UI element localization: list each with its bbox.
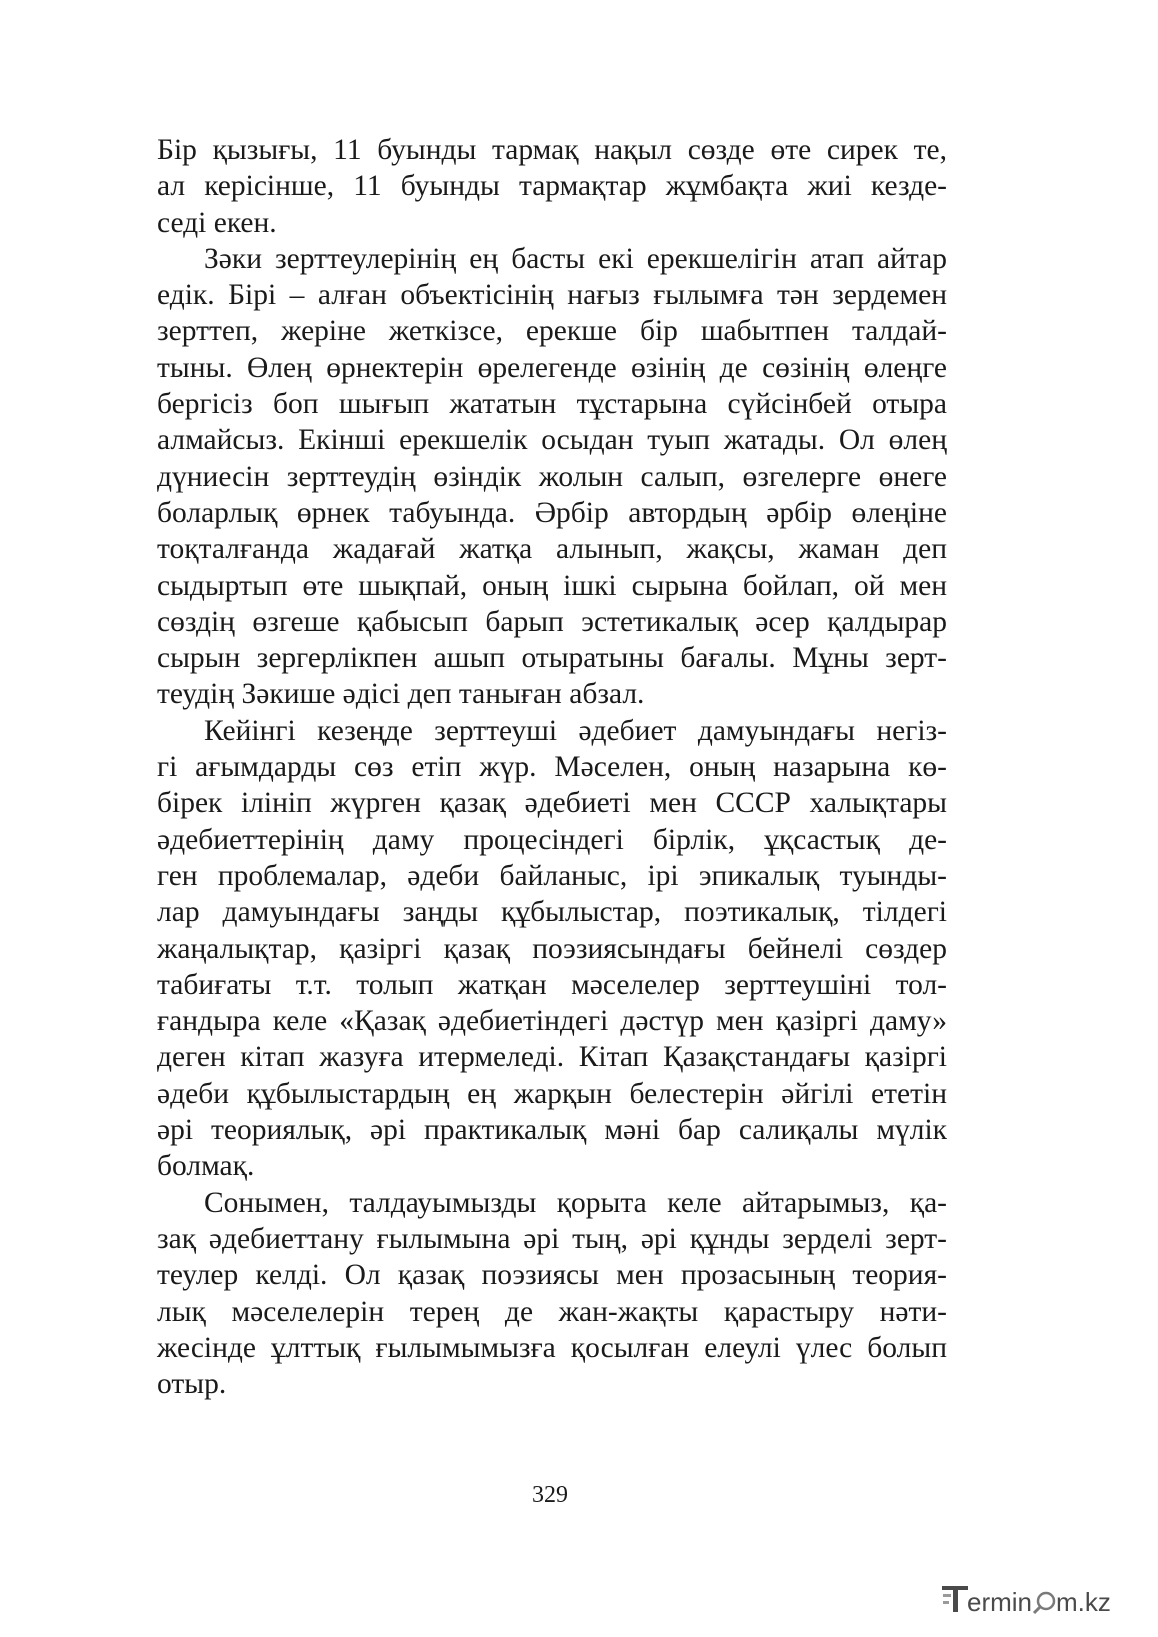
body-text [157, 132, 947, 1402]
text-line: седі екен. [157, 206, 277, 239]
paragraph [157, 132, 947, 241]
text-line: ал керісінше, 11 буынды тармақтар жұмбақта жиі кезде- [157, 170, 947, 203]
magnifier-icon [1034, 1593, 1054, 1613]
text-line: дүниесін зерттеудің өзіндік жолын салып, өзгелерге өнеге [157, 460, 947, 493]
termincom-logo[interactable] [942, 1580, 1142, 1620]
text-line: бергісіз боп шығып жататын тұстарына сүйсінбей отыра [157, 388, 947, 421]
text-line: зерттеп, жеріне жеткізсе, ерекше бір шабытпен талдай- [157, 315, 947, 348]
text-line: әдеби құбылыстардың ең жарқын белестерін әйгілі ететін [157, 1077, 947, 1110]
logo-text-main: ermin [967, 1587, 1033, 1617]
text-line: табиғаты т.т. толып жатқан мәселелер зерттеушіні тол- [157, 968, 947, 1001]
text-line: Зәки зерттеулерінің ең басты екі ерекшелігін атап айтар [204, 242, 947, 275]
text-line: жесінде ұлттық ғылымымызға қосылған елеулі үлес болып [157, 1331, 947, 1364]
text-line: әдебиеттерінің даму процесіндегі бірлік, ұқсастық де- [157, 823, 947, 856]
text-line: теудің Зәкише әдісі деп таныған абзал. [157, 678, 645, 711]
text-line: Сонымен, талдауымызды қорыта келе айтарымыз, қа- [204, 1186, 947, 1219]
logo-text-domain: m.kz [1056, 1587, 1111, 1617]
text-line: отыр. [157, 1368, 227, 1401]
text-line: Бір қызығы, 11 буынды тармақ нақыл сөзде өте сирек те, [157, 134, 947, 166]
paragraph [157, 1185, 947, 1403]
paragraph [157, 713, 947, 1185]
text-line: сөздің өзгеше қабысып барып эстетикалық әсер қалдырар [157, 605, 947, 638]
text-line: зақ әдебиеттану ғылымына әрі тың, әрі құнды зерделі зерт- [157, 1222, 947, 1255]
page-number: 329 [532, 1482, 568, 1508]
text-line: бірек ілініп жүрген қазақ әдебиеті мен СССР халықтары [157, 787, 947, 820]
text-line: боларлық өрнек табуында. Әрбір автордың әрбір өлеңіне [157, 496, 947, 529]
paragraph [157, 241, 947, 713]
text-line: әрі теориялық, әрі практикалық мәні бар салиқалы мүлік [157, 1114, 947, 1147]
text-line: сыдыртып өте шықпай, оның ішкі сырына бойлап, ой мен [157, 569, 947, 602]
text-line: тоқталғанда жадағай жатқа алынып, жақсы, жаман деп [157, 533, 947, 566]
text-line: ген проблемалар, әдеби байланыс, ірі эпикалық туынды- [157, 859, 947, 892]
text-line: деген кітап жазуға итермеледі. Кітап Қазақстандағы қазіргі [157, 1041, 947, 1074]
text-line: алмайсыз. Екінші ерекшелік осыдан туып жатады. Ол өлең [157, 424, 947, 457]
text-line: лар дамуындағы заңды құбылыстар, поэтикалық, тілдегі [157, 896, 947, 929]
text-line: сырын зергерлікпен ашып отыратыны бағалы. Мұны зерт- [157, 642, 947, 675]
text-line: едік. Бірі – алған объектісінің нағыз ғылымға тән зердемен [157, 279, 947, 312]
text-line: гі ағымдарды сөз етіп жүр. Мәселен, оның назарына кө- [157, 751, 947, 784]
text-line: Кейінгі кезеңде зерттеуші әдебиет дамуындағы негіз- [204, 714, 947, 747]
text-line: болмақ. [157, 1150, 255, 1183]
text-line: жаңалықтар, қазіргі қазақ поэзиясындағы бейнелі сөздер [157, 932, 947, 965]
text-line: ғандыра келе «Қазақ әдебиетіндегі дәстүр мен қазіргі даму» [157, 1005, 947, 1038]
text-line: теулер келді. Ол қазақ поэзиясы мен прозасының теория- [157, 1259, 947, 1292]
text-line: тыны. Өлең өрнектерін өрелегенде өзінің де сөзінің өлеңге [157, 351, 947, 384]
logo-t-mark [942, 1586, 968, 1612]
text-line: лық мәселелерін терең де жан-жақты қарастыру нәти- [157, 1295, 947, 1328]
